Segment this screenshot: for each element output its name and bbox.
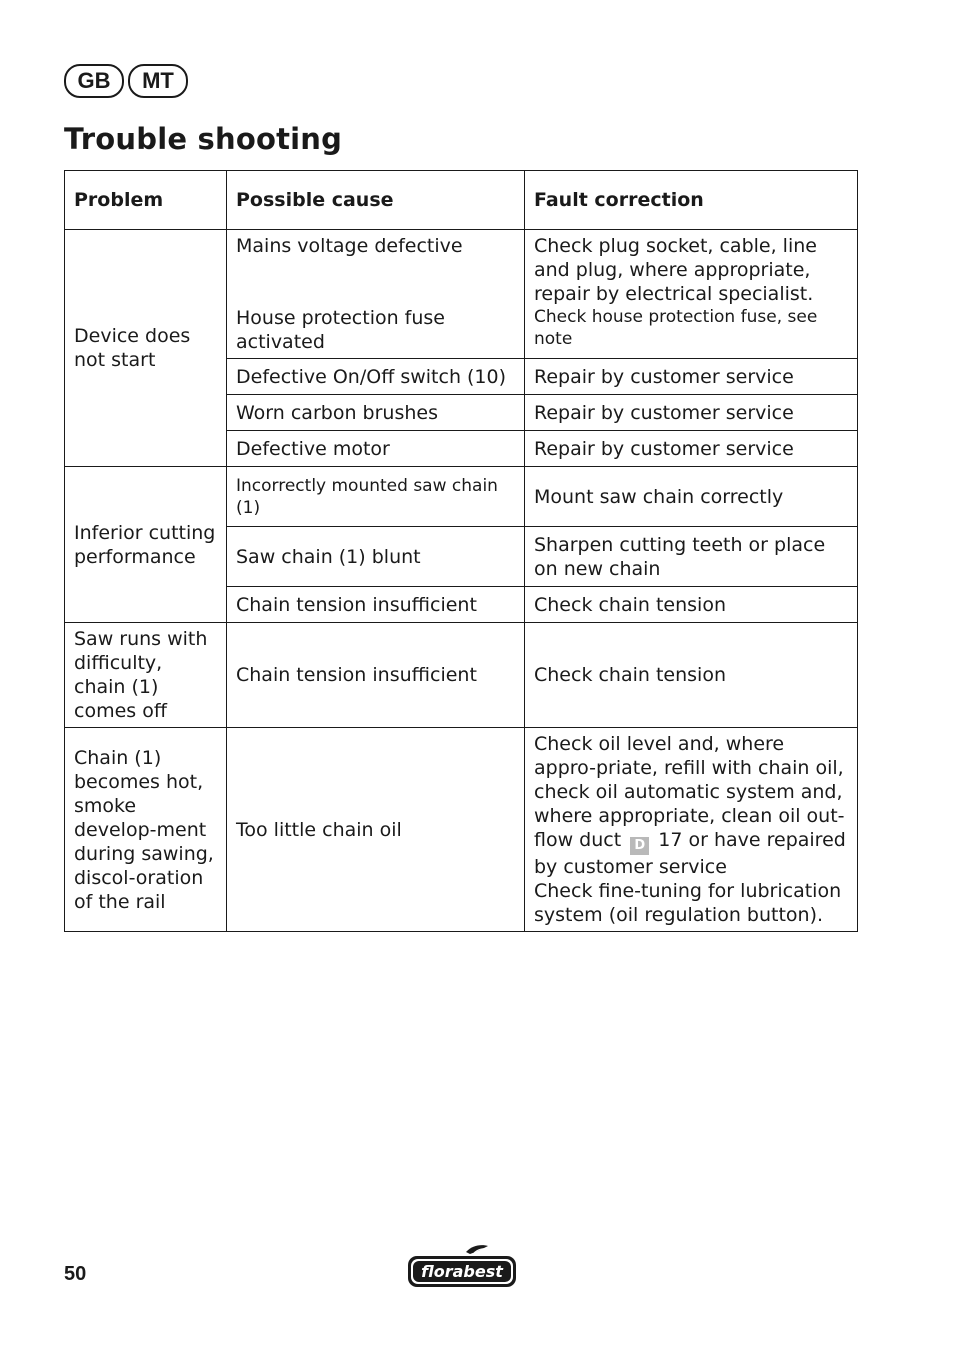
language-badges xyxy=(64,64,188,98)
cause-text: Mains voltage defective xyxy=(236,235,463,257)
cause-text: House protection fuse activated xyxy=(236,307,445,353)
logo-text: florabest xyxy=(421,1262,503,1281)
problem-cell: Inferior cutting performance xyxy=(65,467,227,623)
correction-cell: Mount saw chain correctly xyxy=(525,467,858,527)
page-number: 50 xyxy=(64,1263,87,1285)
correction-text: Check fine-tuning for lubrication system (oil regulation button). xyxy=(534,880,842,926)
header-problem: Problem xyxy=(65,171,227,230)
header-fault-correction: Fault correction xyxy=(525,171,858,230)
correction-text: Check plug socket, cable, line and plug, where appropriate, repair by electrical specialist. xyxy=(534,235,817,305)
table-row xyxy=(65,728,858,932)
problem-cell: Saw runs with difficulty, chain (1) comes off xyxy=(65,623,227,728)
cause-cell: Too little chain oil xyxy=(227,728,525,932)
correction-cell: Repair by customer service xyxy=(525,431,858,467)
florabest-logo xyxy=(406,1244,518,1290)
correction-cell xyxy=(525,230,858,359)
correction-cell: Repair by customer service xyxy=(525,395,858,431)
correction-cell: Check chain tension xyxy=(525,623,858,728)
table-row xyxy=(65,230,858,359)
language-badge-mt: MT xyxy=(128,64,188,98)
troubleshooting-table xyxy=(64,170,858,932)
problem-cell: Device does not start xyxy=(65,230,227,467)
cause-cell: Defective motor xyxy=(227,431,525,467)
header-possible-cause: Possible cause xyxy=(227,171,525,230)
correction-cell: Check chain tension xyxy=(525,587,858,623)
correction-cell: Sharpen cutting teeth or place on new chain xyxy=(525,527,858,587)
cause-cell: Chain tension insufficient xyxy=(227,623,525,728)
cause-cell: Incorrectly mounted saw chain (1) xyxy=(227,467,525,527)
correction-cell: Repair by customer service xyxy=(525,359,858,395)
figure-d-icon: D xyxy=(630,837,649,855)
correction-text: Check house protection fuse, see note xyxy=(534,307,818,349)
correction-cell xyxy=(525,728,858,932)
page-title: Trouble shooting xyxy=(64,122,343,156)
table-row xyxy=(65,623,858,728)
cause-cell: Worn carbon brushes xyxy=(227,395,525,431)
cause-cell: Chain tension insufficient xyxy=(227,587,525,623)
table-header-row xyxy=(65,171,858,230)
cause-cell: Defective On/Off switch (10) xyxy=(227,359,525,395)
problem-cell: Chain (1) becomes hot, smoke develop-ment during sawing, discol-oration of the rail xyxy=(65,728,227,932)
table-row xyxy=(65,467,858,527)
correction-text: 17 or have repaired by customer service xyxy=(534,829,846,878)
cause-cell xyxy=(227,230,525,359)
language-badge-gb: GB xyxy=(64,64,124,98)
correction-text: Check oil level and, where appro-priate, refill with chain oil, check oil automatic system and, where appropriate, clean oil out-flow duct xyxy=(534,733,845,851)
cause-cell: Saw chain (1) blunt xyxy=(227,527,525,587)
